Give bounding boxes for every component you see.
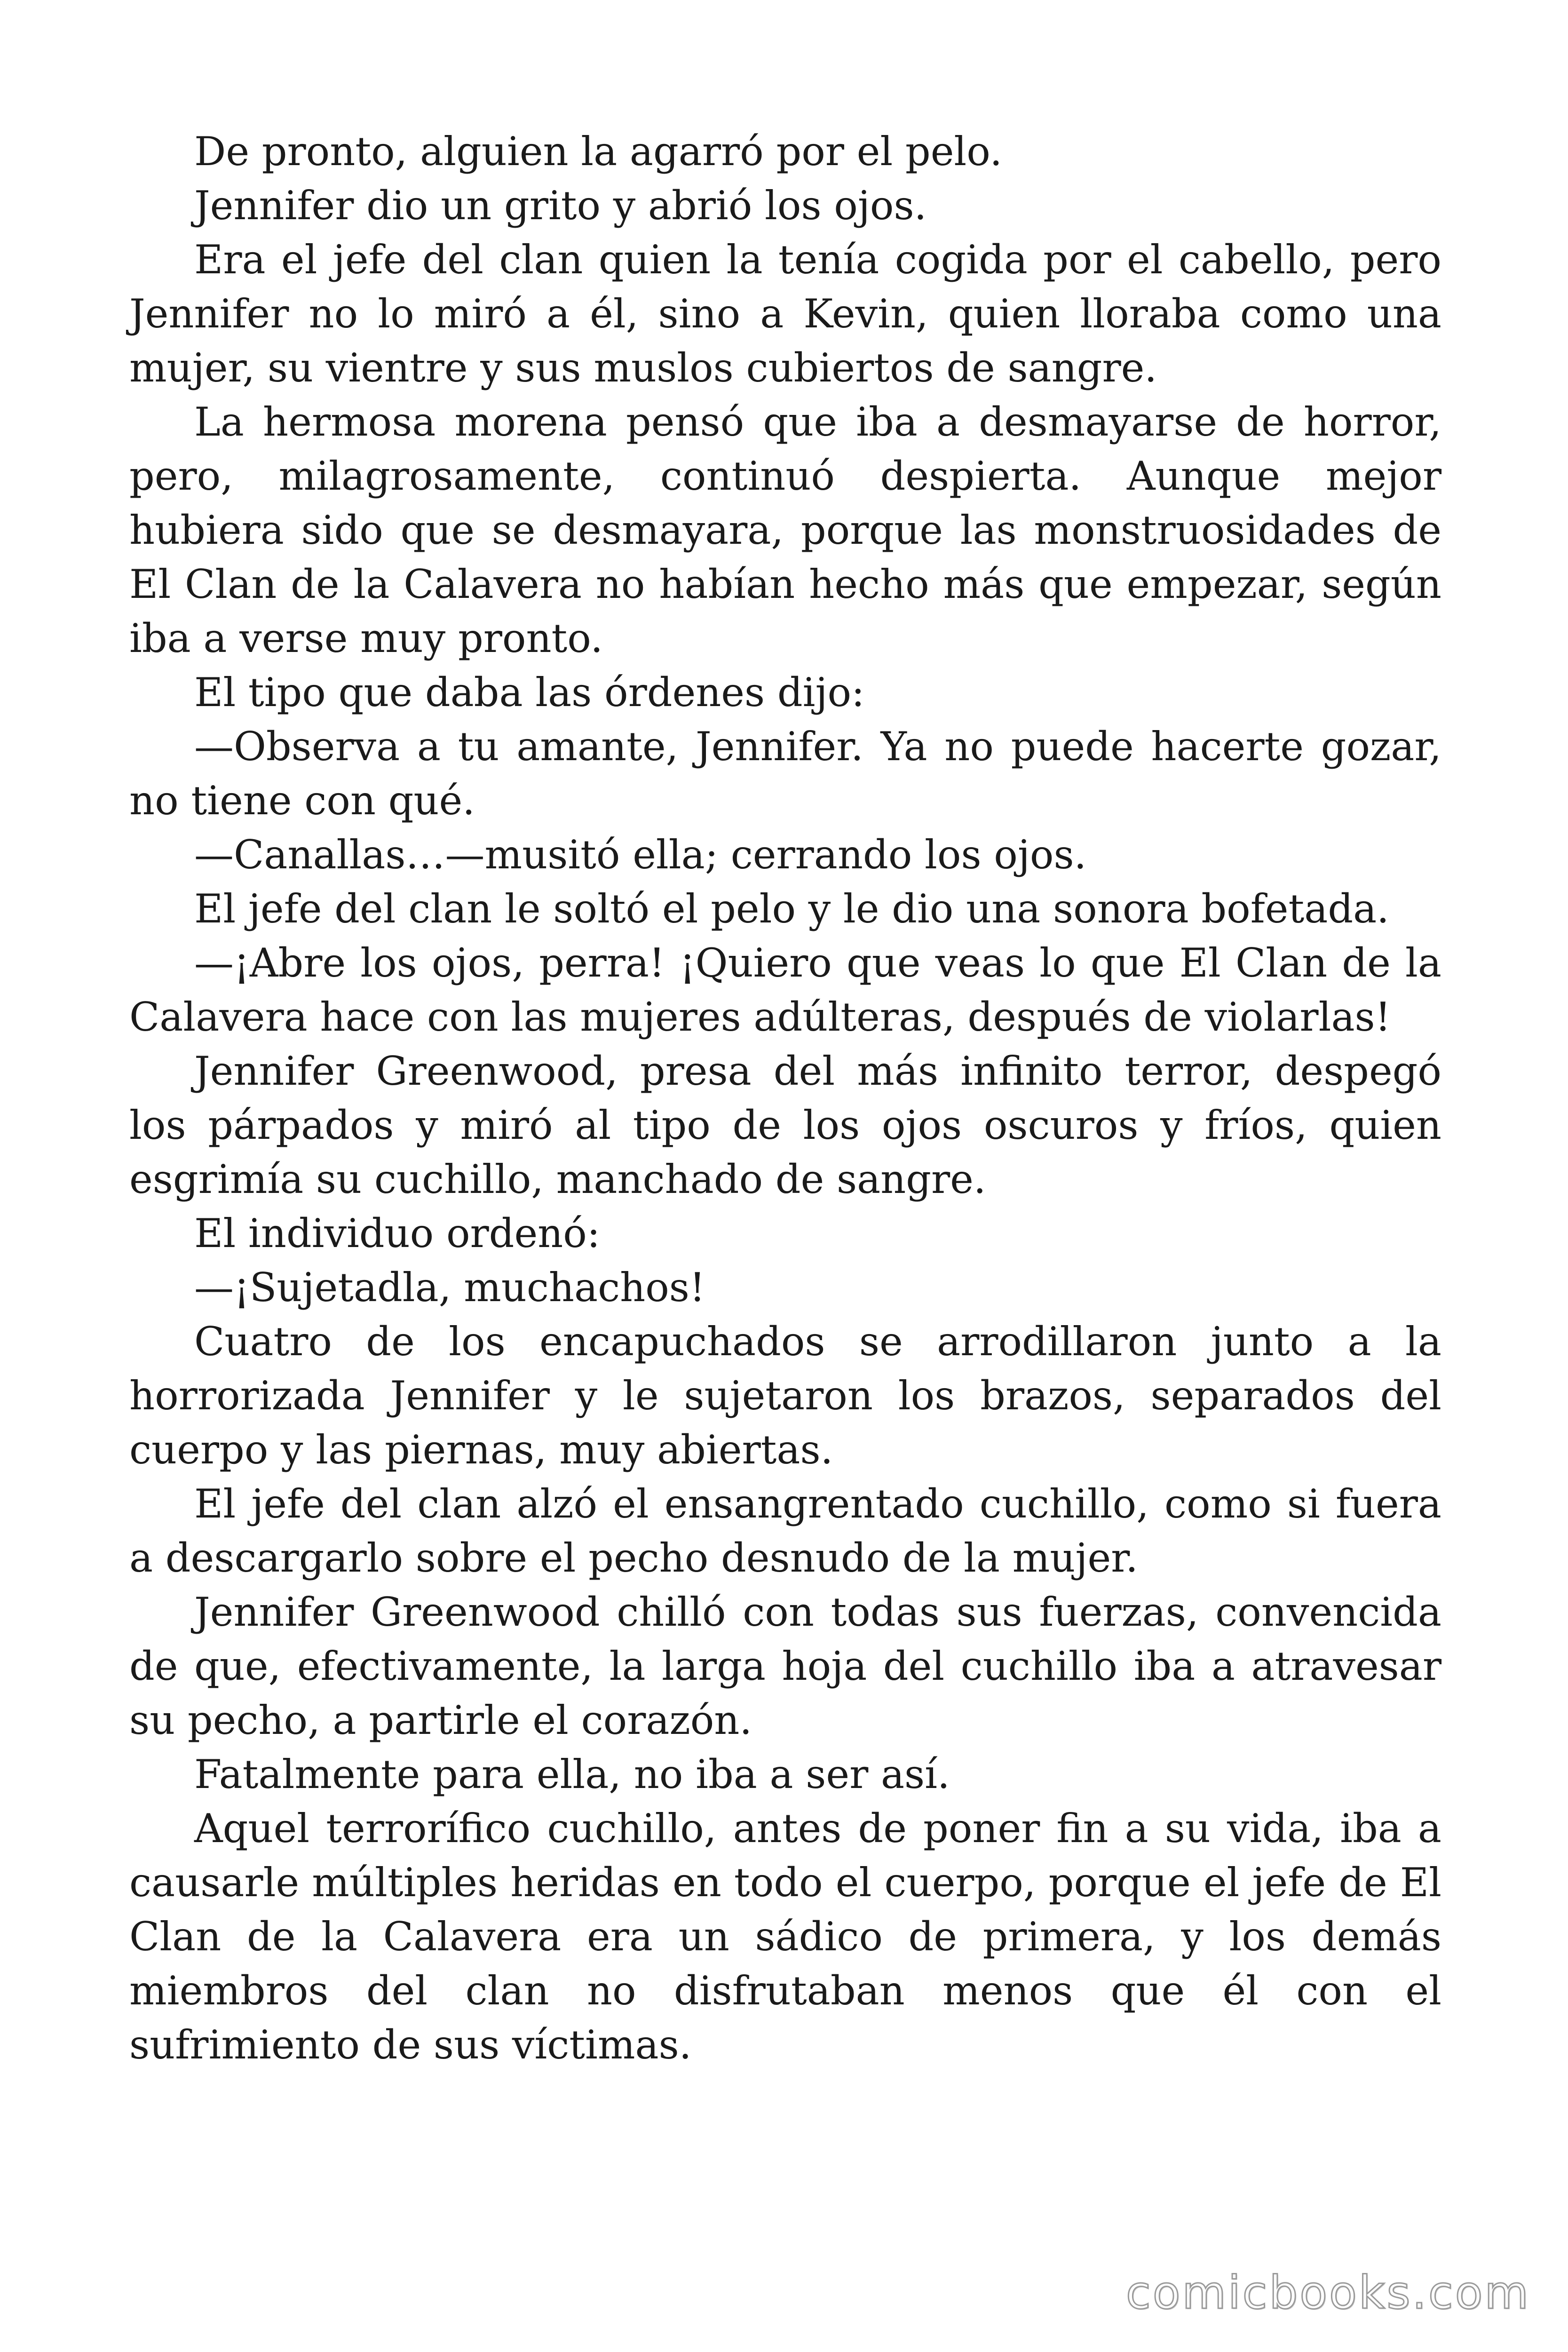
paragraph: Era el jefe del clan quien la tenía cogida por el cabello, pero Jennifer no lo miró a él, sino a Kevin, quien lloraba como una mujer, su vientre y sus muslos cubiertos de sangre. <box>129 237 1441 391</box>
paragraph: —Observa a tu amante, Jennifer. Ya no puede hacerte gozar, no tiene con qué. <box>129 723 1441 824</box>
paragraph: Jennifer Greenwood chilló con todas sus fuerzas, convencida de que, efectivamente, la larga hoja del cuchillo iba a atravesar su pecho, a partirle el corazón. <box>129 1589 1441 1743</box>
paragraph: El jefe del clan alzó el ensangrentado cuchillo, como si fuera a descargarlo sobre el pecho desnudo de la mujer. <box>129 1481 1441 1581</box>
paragraph: —Canallas…—musitó ella; cerrando los ojos. <box>194 832 1087 878</box>
paragraph: —¡Sujetadla, muchachos! <box>194 1264 705 1311</box>
paragraph: Cuatro de los encapuchados se arrodillaron junto a la horrorizada Jennifer y le sujetaron los brazos, separados del cuerpo y las piernas, muy abiertas. <box>129 1319 1441 1473</box>
paragraph: —¡Abre los ojos, perra! ¡Quiero que veas lo que El Clan de la Calavera hace con las mujeres adúlteras, después de violarlas! <box>129 940 1441 1040</box>
body-text <box>129 125 1441 2072</box>
watermark-text: comicbooks.com <box>1125 2266 1530 2319</box>
paragraph: Jennifer dio un grito y abrió los ojos. <box>194 183 927 229</box>
paragraph: La hermosa morena pensó que iba a desmayarse de horror, pero, milagrosamente, continuó despierta. Aunque mejor hubiera sido que se desmayara, porque las monstruosidades de El Clan de la Calavera no habían hecho más que empezar, según iba a verse muy pronto. <box>129 399 1441 661</box>
paragraph: Fatalmente para ella, no iba a ser así. <box>194 1751 950 1797</box>
paragraph: De pronto, alguien la agarró por el pelo. <box>194 128 1003 175</box>
paragraph: Jennifer Greenwood, presa del más infinito terror, despegó los párpados y miró al tipo de los ojos oscuros y fríos, quien esgrimía su cuchillo, manchado de sangre. <box>129 1048 1441 1202</box>
paragraph: El individuo ordenó: <box>194 1210 601 1256</box>
paragraph: El jefe del clan le soltó el pelo y le dio una sonora bofetada. <box>194 886 1389 932</box>
paragraph: El tipo que daba las órdenes dijo: <box>194 669 865 715</box>
paragraph: Aquel terrorífico cuchillo, antes de poner fin a su vida, iba a causarle múltiples heridas en todo el cuerpo, porque el jefe de El Clan de la Calavera era un sádico de primera, y los demás miembros del clan no disfrutaban menos que él con el sufrimiento de sus víctimas. <box>129 1805 1441 2068</box>
